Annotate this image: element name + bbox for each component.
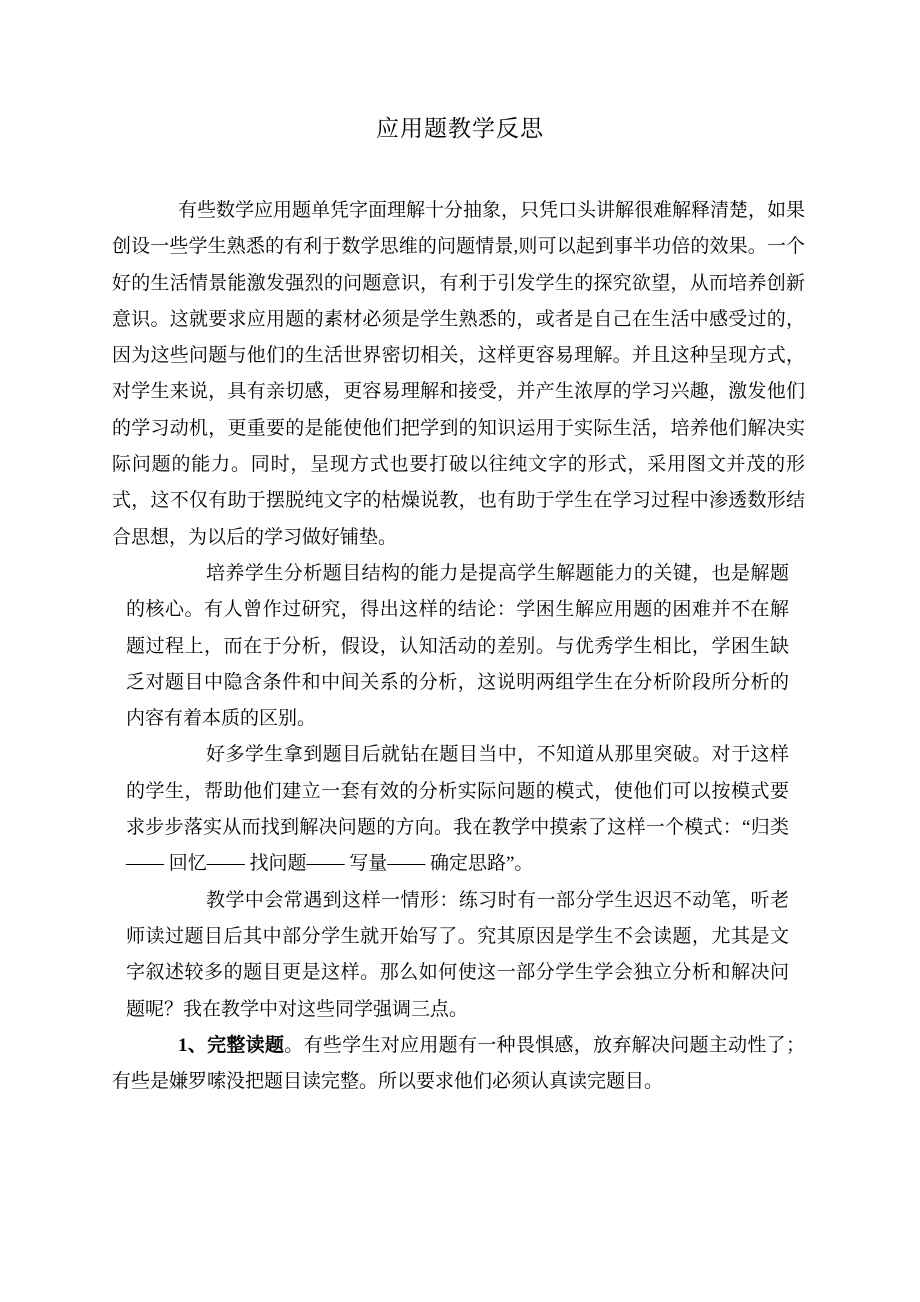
page-title: 应用题教学反思 — [376, 116, 544, 141]
paragraph-point-1-lead: 1、完整读题 — [178, 1034, 285, 1056]
paragraph-context-creation: 有些数学应用题单凭字面理解十分抽象，只凭口头讲解很难解释清楚，如果创设一些学生熟悉的有利于数学思维的问题情景,则可以起到事半功倍的效果。一个好的生活情景能激发强烈的问题意识，有利于引发学生的探究欲望，从而培养创新意识。这就要求应用题的素材必须是学生熟悉的，或者是自己在生活中感受过的，因为这些问题与他们的生活世界密切相关，这样更容易理解。并且这种呈现方式，对学生来说，具有亲切感，更容易理解和接受，并产生浓厚的学习兴趣，激发他们的学习动机，更重要的是能使他们把学到的知识运用于实际生活，培养他们解决实际问题的能力。同时，呈现方式也要打破以往纯文字的形式，采用图文并茂的形式，这不仅有助于摆脱纯文字的枯燥说教，也有助于学生在学习过程中渗透数形结合思想，为以后的学习做好铺垫。 — [112, 200, 806, 548]
paragraph-point-1-body: 。有些学生对应用题有一种畏惧感，放弃解决问题主动性了；有些是嫌罗嗦没把题目读完整。所以要求他们必须认真读完题目。 — [112, 1034, 805, 1093]
paragraph-point-1 — [112, 1028, 805, 1101]
document-body — [112, 193, 805, 1100]
paragraph-structure-analysis: 培养学生分析题目结构的能力是提高学生解题能力的关键，也是解题的核心。有人曾作过研究，得出这样的结论：学困生解应用题的困难并不在解题过程上，而在于分析，假设，认知活动的差别。与优秀学生相比，学困生缺乏对题目中隐含条件和中间关系的分析，这说明两组学生在分析阶段所分析的内容有着本质的区别。 — [126, 562, 789, 730]
paragraph-analysis-model: 好多学生拿到题目后就钻在题目当中，不知道从那里突破。对于这样的学生，帮助他们建立一套有效的分析实际问题的模式，使他们可以按模式要求步步落实从而找到解决问题的方向。我在教学中摸索了这样一个模式：“归类—— 回忆—— 找问题—— 写量—— 确定思路”。 — [126, 744, 789, 875]
paragraph-classroom-observation: 教学中会常遇到这样一情形：练习时有一部分学生迟迟不动笔，听老师读过题目后其中部分学生就开始写了。究其原因是学生不会读题，尤其是文字叙述较多的题目更是这样。那么如何使这一部分学生学会独立分析和解决问题呢？我在教学中对这些同学强调三点。 — [126, 889, 789, 1020]
